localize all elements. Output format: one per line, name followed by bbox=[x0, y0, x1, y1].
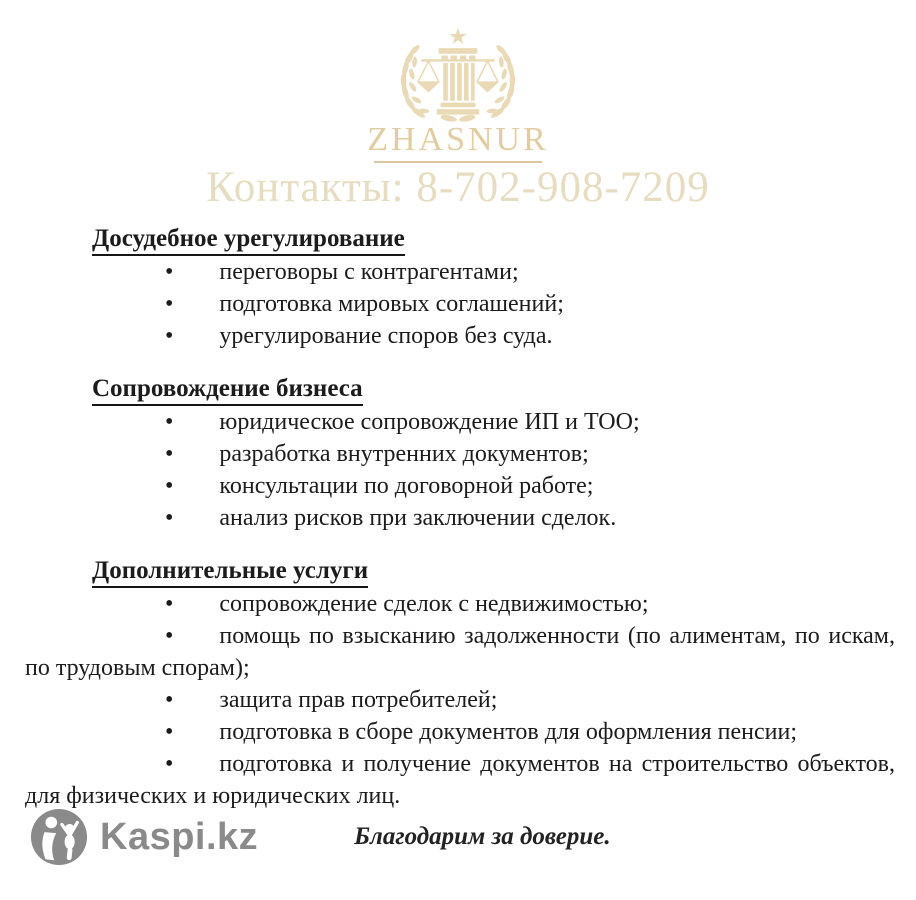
brand-name: ZHASNUR bbox=[367, 121, 549, 158]
list-item-text: консультации по договорной работе; bbox=[219, 473, 594, 499]
contact-phone: Контакты: 8-702-908-7209 bbox=[206, 164, 710, 211]
section-additional-services bbox=[25, 556, 895, 812]
list-item bbox=[25, 438, 895, 470]
star-icon bbox=[450, 28, 467, 44]
bullet-marker: • bbox=[165, 505, 174, 531]
list-item-text: переговоры с контрагентами; bbox=[219, 259, 519, 285]
list-item-text: юридическое сопровождение ИП и ТОО; bbox=[219, 409, 640, 435]
list-item-text: подготовка и получение документов на строительство объектов, для физических и юридических лиц. bbox=[25, 751, 895, 809]
bullet-marker: • bbox=[165, 687, 174, 713]
list-item-text: урегулирование споров без суда. bbox=[219, 323, 553, 349]
list-item bbox=[25, 256, 895, 288]
list-item bbox=[25, 406, 895, 438]
section-title: Сопровождение бизнеса bbox=[92, 374, 363, 406]
section-title: Дополнительные услуги bbox=[92, 556, 368, 588]
bullet-marker: • bbox=[165, 623, 174, 649]
section-pretrial-settlement bbox=[25, 224, 895, 352]
section-title: Досудебное урегулирование bbox=[92, 224, 405, 256]
kaspi-wordmark: Kaspi.kz bbox=[100, 815, 259, 858]
list-item-text: разработка внутренних документов; bbox=[219, 441, 589, 467]
list-item-text: сопровождение сделок с недвижимостью; bbox=[219, 591, 649, 617]
list-item-text: помощь по взысканию задолженности (по алиментам, по искам, по трудовым спорам); bbox=[25, 623, 895, 681]
scales-of-justice-laurel-emblem-icon bbox=[391, 26, 525, 122]
kaspi-badge-icon bbox=[30, 808, 88, 866]
bullet-marker: • bbox=[165, 441, 174, 467]
list-item bbox=[25, 684, 895, 716]
list-item bbox=[25, 502, 895, 534]
kaspi-logo bbox=[30, 808, 258, 866]
bullet-marker: • bbox=[165, 291, 174, 317]
footer bbox=[0, 808, 916, 866]
list-item-text: подготовка в сборе документов для оформления пенсии; bbox=[219, 719, 797, 745]
list-item-text: анализ рисков при заключении сделок. bbox=[219, 505, 617, 531]
list-item bbox=[25, 620, 895, 684]
list-item bbox=[25, 716, 895, 748]
bullet-marker: • bbox=[165, 751, 174, 777]
bullet-marker: • bbox=[165, 473, 174, 499]
list-item bbox=[25, 320, 895, 352]
brand-divider bbox=[374, 161, 542, 163]
closing-gratitude-text: Благодарим за доверие. bbox=[354, 823, 611, 850]
bullet-marker: • bbox=[165, 719, 174, 745]
bullet-marker: • bbox=[165, 591, 174, 617]
list-item-text: подготовка мировых соглашений; bbox=[219, 291, 564, 317]
list-item bbox=[25, 588, 895, 620]
bullet-marker: • bbox=[165, 259, 174, 285]
list-item bbox=[25, 470, 895, 502]
brand-header bbox=[0, 0, 916, 211]
bullet-marker: • bbox=[165, 323, 174, 349]
section-business-support bbox=[25, 374, 895, 534]
bullet-marker: • bbox=[165, 409, 174, 435]
list-item bbox=[25, 748, 895, 812]
services-content bbox=[0, 211, 916, 812]
list-item bbox=[25, 288, 895, 320]
list-item-text: защита прав потребителей; bbox=[219, 687, 498, 713]
